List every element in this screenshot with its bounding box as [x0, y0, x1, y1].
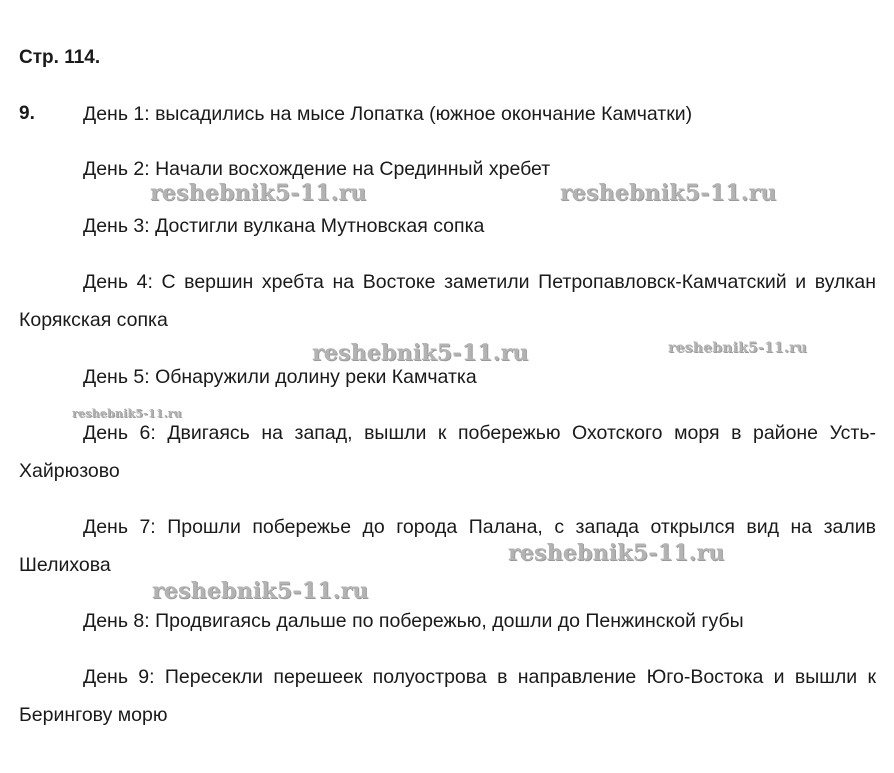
paragraph-day-6: День 6: Двигаясь на запад, вышли к побережью Охотского моря в районе Усть-Хайрюзово: [19, 422, 876, 482]
paragraph-day-1: День 1: высадились на мысе Лопатка (южное окончание Камчатки): [83, 103, 693, 125]
paragraph-day-7: День 7: Прошли побережье до города Палана, с запада открылся вид на залив Шелихова: [19, 516, 876, 576]
watermark: reshebnik5-11.ru: [150, 180, 367, 206]
paragraph-day-3: День 3: Достигли вулкана Мутновская сопка: [83, 215, 485, 237]
paragraph-day-2: День 2: Начали восхождение на Срединный хребет: [83, 158, 551, 180]
page-heading: Стр. 114.: [19, 47, 101, 68]
watermark: reshebnik5-11.ru: [152, 578, 369, 604]
watermark: reshebnik5-11.ru: [668, 340, 807, 356]
paragraph-day-9: День 9: Пересекли перешеек полуострова в направление Юго-Востока и вышли к Берингову морю: [19, 666, 876, 726]
task-number: 9.: [19, 103, 35, 124]
watermark: reshebnik5-11.ru: [560, 180, 777, 206]
paragraph-day-4: День 4: С вершин хребта на Востоке заметили Петропавловск-Камчатский и вулкан Корякская сопка: [19, 271, 876, 331]
watermark: reshebnik5-11.ru: [72, 407, 182, 420]
paragraph-day-8: День 8: Продвигаясь дальше по побережью, дошли до Пенжинской губы: [83, 610, 744, 632]
paragraph-day-5: День 5: Обнаружили долину реки Камчатка: [83, 366, 477, 388]
watermark: reshebnik5-11.ru: [508, 540, 725, 566]
watermark: reshebnik5-11.ru: [312, 340, 529, 366]
